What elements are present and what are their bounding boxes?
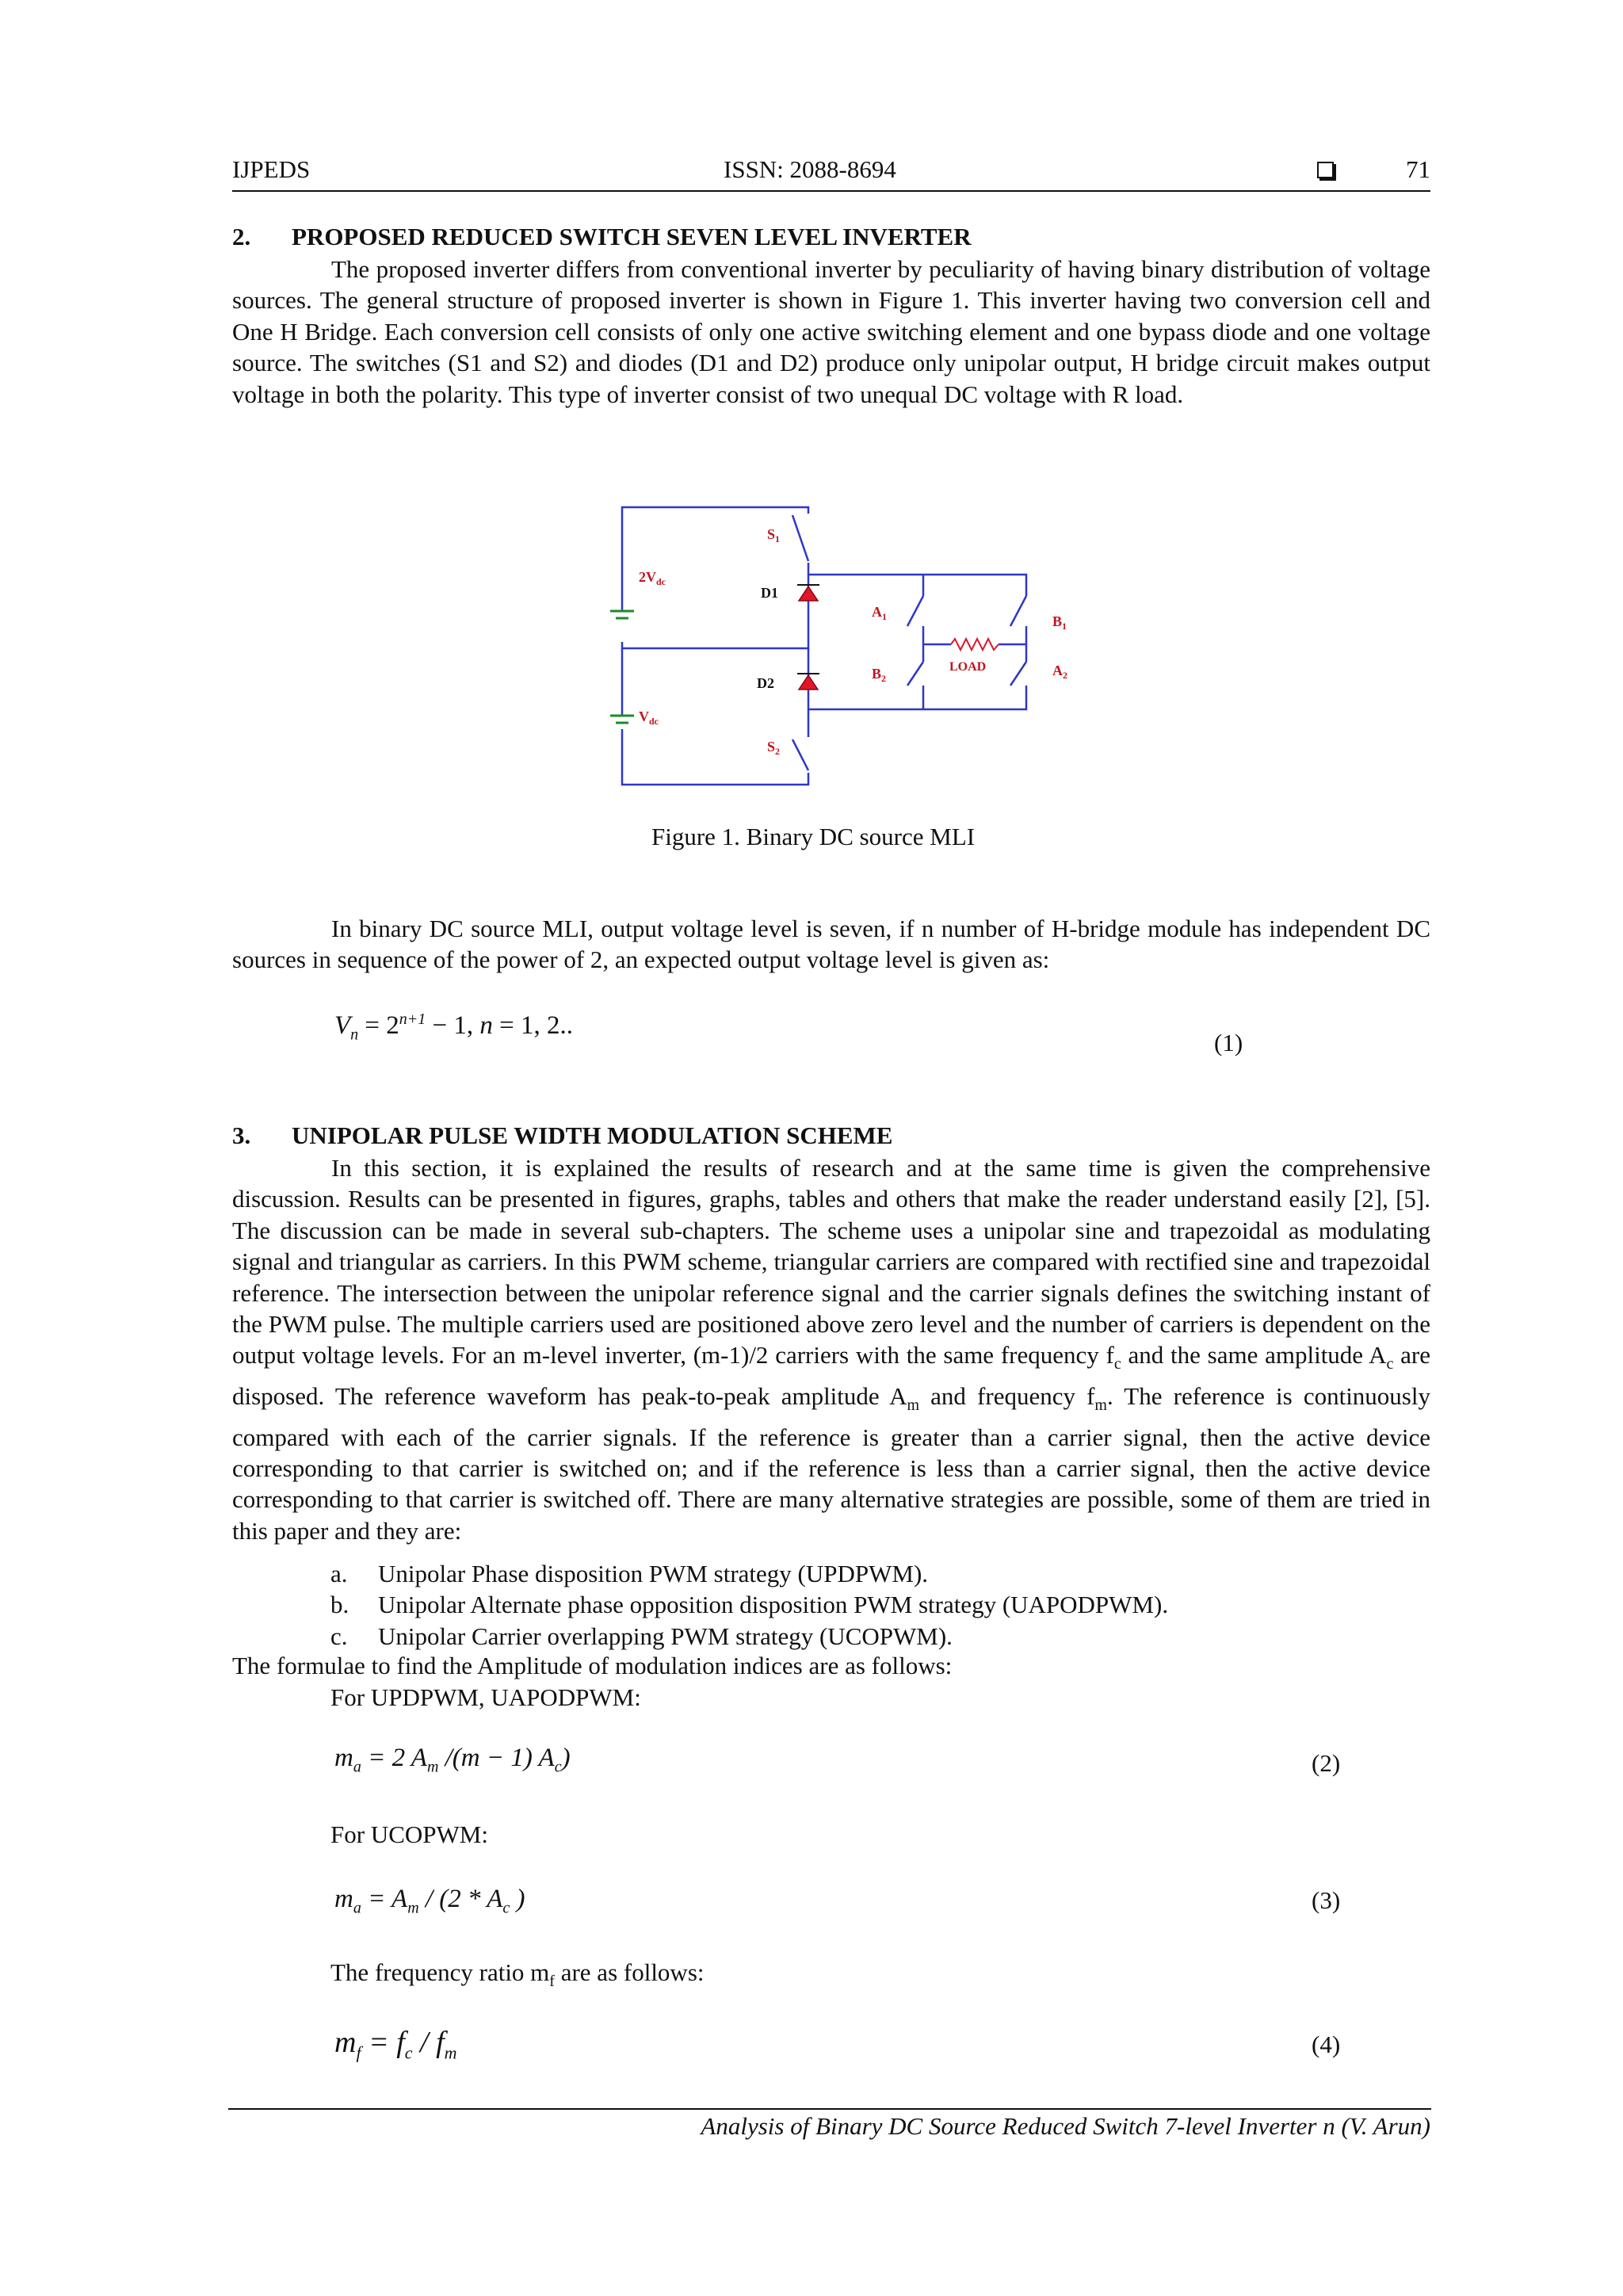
footer-rule (228, 2108, 1431, 2110)
for-ucopwm-label: For UCOPWM: (330, 1820, 488, 1848)
section-2-paragraph (232, 254, 1430, 410)
section-2-heading (232, 223, 972, 251)
equation-2-number: (2) (1312, 1749, 1341, 1777)
equation-2: $m_a = 2$ $A_m$ /(m − 1) $A_c$) (334, 1744, 571, 1776)
formula-intro: The formulae to find the Amplitude of modulation indices are as follows: (232, 1652, 953, 1679)
diode-d1-icon (797, 585, 819, 601)
equation-1-number: (1) (1214, 1029, 1243, 1056)
top-wire (622, 507, 808, 610)
a1-label: $A_1$ (872, 604, 887, 622)
diode-d2-icon (797, 674, 819, 690)
paragraph-text: The proposed inverter differs from conventional inverter by peculiarity of having binary distribution of voltage sources. The general structure of proposed inverter is shown in Figure 1. This inverter having two conversion cell and One H Bridge. Each conversion cell consists of only one active switching element and one bypass diode and one voltage source. The switches (S1 and S2) and diodes (D1 and D2) produce only unipolar output, H bridge circuit makes output voltage in both the polarity. This type of inverter consist of two unequal DC voltage with R load. (232, 255, 1430, 408)
b2-label: $B_2$ (872, 666, 887, 684)
d2-label: D2 (757, 675, 774, 691)
source-vdc-label: $V_{dc}$ (639, 709, 659, 727)
d1-label: D1 (761, 585, 778, 601)
strategy-list (330, 1558, 1168, 1652)
b1-switch (1010, 596, 1026, 626)
a2-label: $A_2$ (1052, 663, 1067, 681)
circuit-diagram (602, 499, 1078, 800)
a2-switch (1010, 662, 1026, 686)
list-item: c. Unipolar Carrier overlapping PWM strategy (UCOPWM). (330, 1622, 953, 1650)
figure-1-caption: Figure 1. Binary DC source MLI (651, 823, 976, 850)
load-label: LOAD (949, 660, 987, 674)
equation-1: $V_n = 2^{n+1} - 1$, n = 1, 2.. (334, 1010, 574, 1044)
list-item: b. Unipolar Alternate phase opposition disposition PWM strategy (UAPODPWM). (330, 1591, 1169, 1619)
section-3-paragraph: In this section, it is explained the results of research and at the same time is given the comprehensive discussion. Results can be presented in figures, graphs, tables and others that make the reader understand easily [2], [5]. The discussion can be made in several sub-chapters. The scheme uses a unipolar sine and trapezoidal as modulating signal and triangular as carriers. In this PWM scheme, triangular carriers are compared with rectified sine and trapezoidal reference. The intersection between the unipolar reference signal and the carrier signals defines the switching instant of the PWM pulse. The multiple carriers used are positioned above zero level and the number of carriers is dependent on the output voltage levels. For an m-level inverter, (m-1)/2 carriers with the same frequency $f_c$ and the same amplitude $A_c$ are disposed. The reference waveform has peak-to-peak amplitude $A_m$ and frequency $f_m$. The reference is continuously compared with each of the carrier signals. If the reference is greater than a carrier signal, then the active device corresponding to that carrier is switched on; and if the reference is less than a carrier signal, then the active device corresponding to that carrier is switched off. There are many alternative strategies are possible, some of them are tried in this paper and they are: (232, 1154, 1430, 1545)
equation-4-number: (4) (1312, 2030, 1341, 2058)
running-header (232, 155, 1430, 192)
section-number: 2. (232, 223, 251, 250)
battery-2vdc-icon (610, 611, 634, 618)
equation-3-number: (3) (1312, 1886, 1341, 1914)
load-resistor-icon (951, 639, 999, 650)
paragraph-text: In binary DC source MLI, output voltage level is seven, if n number of H-bridge module has independent DC sources in sequence of the power of 2, an expected output voltage level is given as: (232, 915, 1430, 974)
mid-wire (622, 642, 808, 650)
section-number: 3. (232, 1121, 251, 1149)
bottom-wire (622, 729, 808, 785)
source-2vdc-label: $2V_{dc}$ (639, 569, 666, 587)
equation-4: $m_f = f_c / f_m$ (334, 2026, 457, 2063)
binary-mli-paragraph (232, 913, 1430, 976)
b2-switch (907, 662, 923, 686)
section-3-heading (232, 1121, 892, 1150)
page-number: 71 (1406, 155, 1430, 183)
checkbox-icon (1317, 162, 1334, 178)
s1-switch (792, 515, 808, 561)
running-footer: Analysis of Binary DC Source Reduced Switch 7-level Inverter n (V. Arun) (701, 2112, 1430, 2140)
battery-vdc-icon (610, 716, 634, 723)
s2-label: $S_2$ (767, 739, 781, 757)
figure-1-circuit (602, 499, 1078, 804)
a1-switch (907, 596, 923, 626)
s2-switch (792, 739, 808, 770)
b1-label: $B_1$ (1052, 613, 1067, 632)
section-title: UNIPOLAR PULSE WIDTH MODULATION SCHEME (292, 1121, 893, 1149)
section-title: PROPOSED REDUCED SWITCH SEVEN LEVEL INVERTER (292, 223, 972, 250)
frequency-ratio-text: The frequency ratio $m_f$ are as follows: (330, 1958, 705, 1991)
journal-name: IJPEDS (232, 155, 311, 183)
for-updpwm-label: For UPDPWM, UAPODPWM: (330, 1683, 641, 1711)
s1-label: $S_1$ (767, 526, 781, 544)
list-item: a. Unipolar Phase disposition PWM strategy (UPDPWM). (330, 1560, 929, 1587)
issn: ISSN: 2088-8694 (724, 155, 896, 183)
equation-3: $m_a = A_m / (2 * A_c$ ) (334, 1885, 525, 1917)
